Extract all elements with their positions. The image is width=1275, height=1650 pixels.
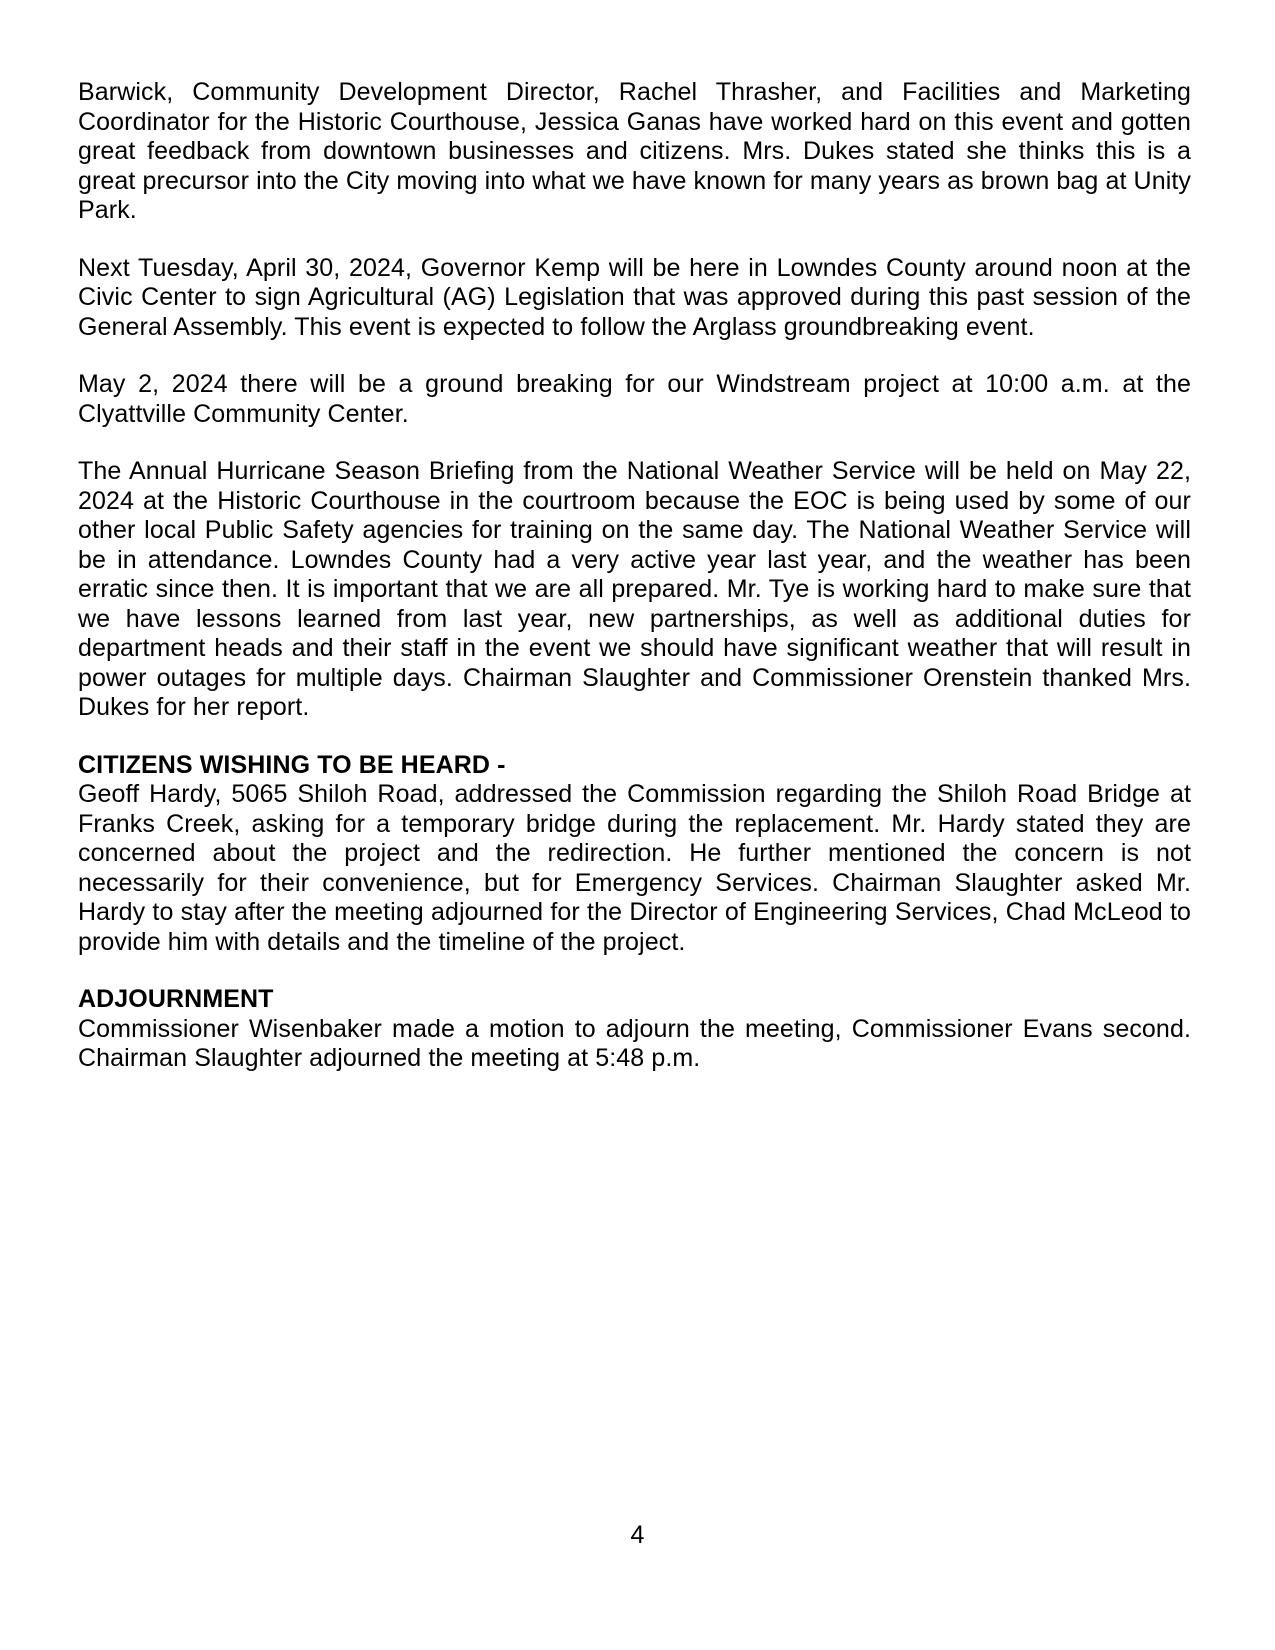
paragraph-event-feedback: Barwick, Community Development Director, Rachel Thrasher, and Facilities and Marketing Coordinator for the Historic Courthouse, Jessica Ganas have worked hard on this event and gotten great feedback from downtown businesses and citizens. Mrs. Dukes stated she thinks this is a great precursor into the City moving into what we have known for many years as brown bag at Unity Park. [78, 78, 1192, 224]
paragraph-hurricane-briefing: The Annual Hurricane Season Briefing from the National Weather Service will be held on May 22, 2024 at the Historic Courthouse in the courtroom because the EOC is being used by some of our other local Public Safety agencies for training on the same day. The National Weather Service will be in attendance. Lowndes County had a very active year last year, and the weather has been erratic since then. It is important that we are all prepared. Mr. Tye is working hard to make sure that we have lessons learned from last year, new partnerships, as well as additional duties for department heads and their staff in the event we should have significant weather that will result in power outages for multiple days. Chairman Slaughter and Commissioner Orenstein thanked Mrs. Dukes for her report. [78, 457, 1191, 721]
paragraph-windstream-groundbreaking: May 2, 2024 there will be a ground breaking for our Windstream project at 10:00 a.m. at the Clyattville Community Center. [78, 370, 1191, 428]
heading-adjournment: ADJOURNMENT [78, 985, 274, 1013]
paragraph-citizens-geoff-hardy: Geoff Hardy, 5065 Shiloh Road, addressed the Commission regarding the Shiloh Road Bridge at Franks Creek, asking for a temporary bridge during the replacement. Mr. Hardy stated they are concerned about the project and the redirection. He further mentioned the concern is not necessarily for their convenience, but for Emergency Services. Chairman Slaughter asked Mr. Hardy to stay after the meeting adjourned for the Director of Engineering Services, Chad McLeod to provide him with details and the timeline of the project. [78, 780, 1191, 956]
paragraph-governor-visit: Next Tuesday, April 30, 2024, Governor Kemp will be here in Lowndes County around noon at the Civic Center to sign Agricultural (AG) Legislation that was approved during this past session of the General Assembly. This event is expected to follow the Arglass groundbreaking event. [78, 253, 1191, 341]
document-body [78, 78, 1191, 1102]
heading-citizens-wishing-to-be-heard: CITIZENS WISHING TO BE HEARD - [78, 750, 506, 779]
page-number: 4 [630, 1521, 645, 1549]
paragraph-adjournment: Commissioner Wisenbaker made a motion to adjourn the meeting, Commissioner Evans second. Chairman Slaughter adjourned the meeting at 5:48 p.m. [78, 1014, 1191, 1072]
